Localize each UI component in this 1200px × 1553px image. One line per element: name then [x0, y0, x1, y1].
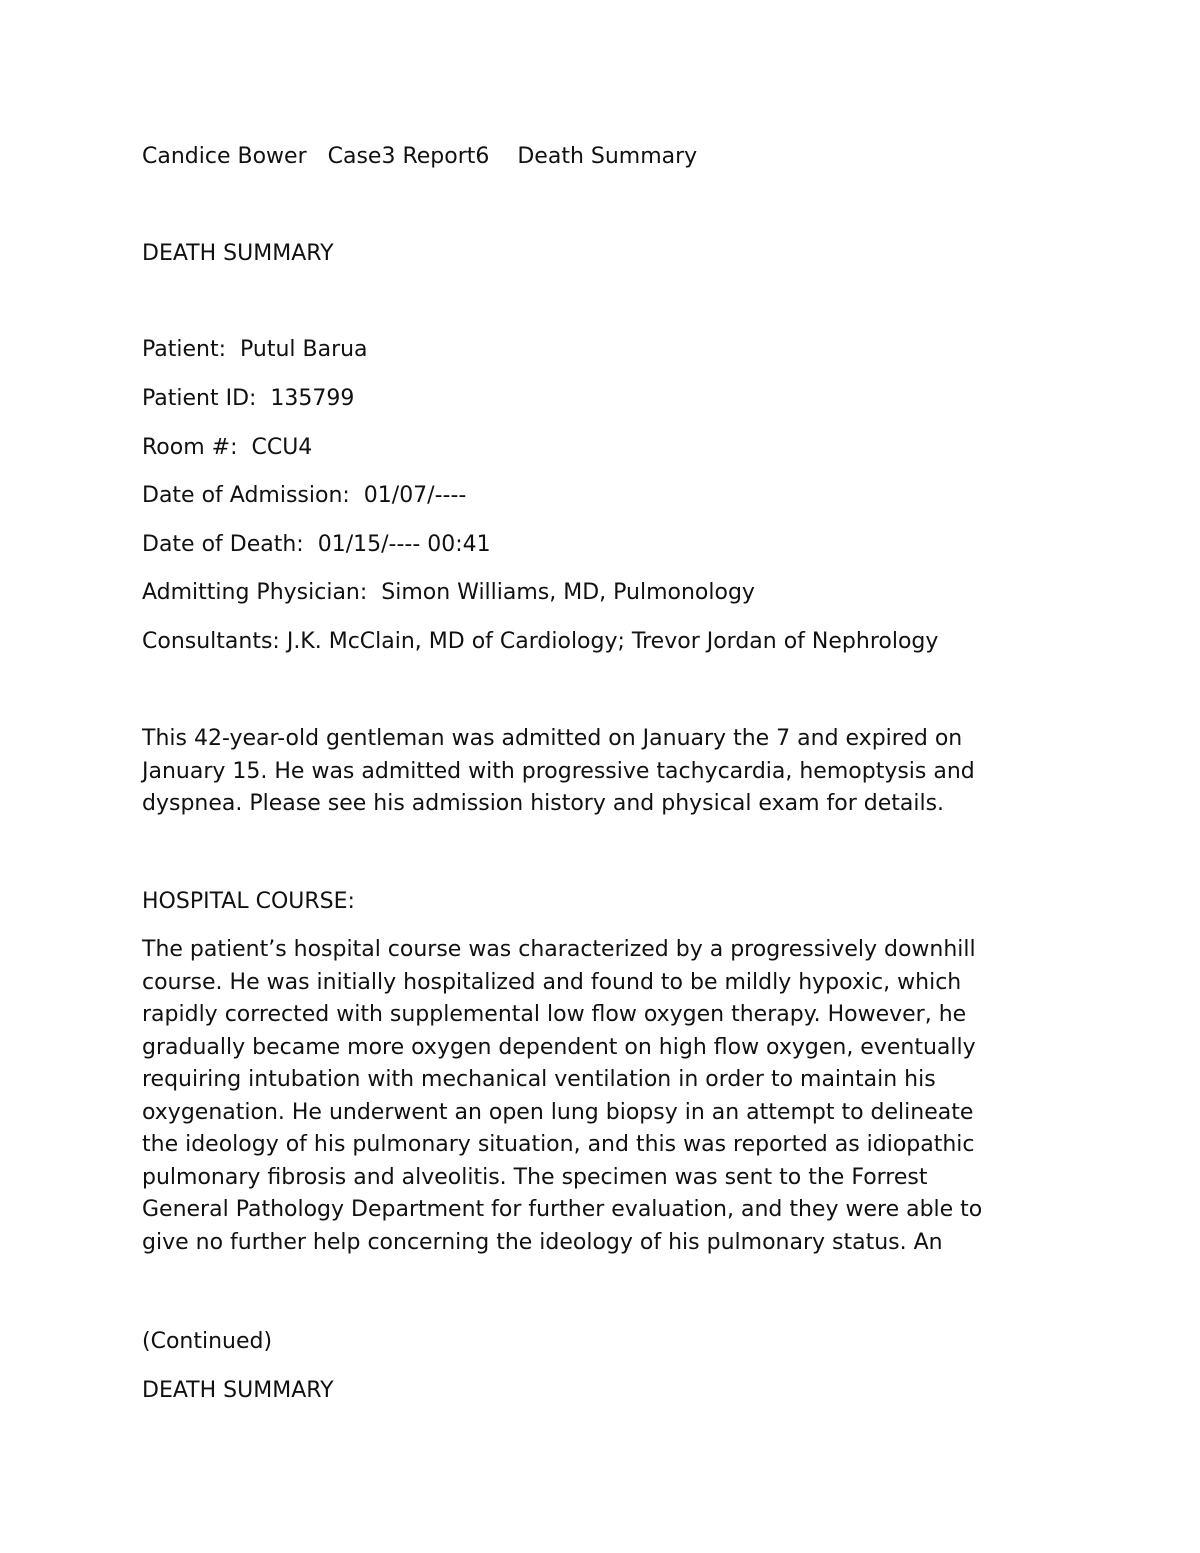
header-author: Candice Bower [142, 144, 307, 169]
course-line: course. He was initially hospitalized and found to be mildly hypoxic, which [142, 969, 962, 995]
summary-paragraph [142, 723, 1072, 821]
course-line: the ideology of his pulmonary situation, and this was reported as idiopathic [142, 1132, 975, 1157]
hospital-course-heading: HOSPITAL COURSE: [142, 889, 355, 914]
course-line: General Pathology Department for further evaluation, and they were able to [142, 1197, 983, 1222]
course-line: gradually became more oxygen dependent on high flow oxygen, eventually [142, 1034, 976, 1060]
summary-line: dyspnea. Please see his admission history and physical exam for details. [142, 791, 945, 816]
course-line: rapidly corrected with supplemental low flow oxygen therapy. However, he [142, 1002, 967, 1027]
field-admitting-physician: Admitting Physician: Simon Williams, MD, Pulmonology [142, 580, 755, 605]
field-patient: Patient: Putul Barua [142, 337, 368, 362]
course-line: pulmonary fibrosis and alveolitis. The specimen was sent to the Forrest [142, 1164, 928, 1190]
header-doc-type: Death Summary [517, 144, 698, 169]
field-patient-id: Patient ID: 135799 [142, 386, 355, 411]
continued-label: (Continued) [142, 1329, 273, 1354]
summary-line: This 42-year-old gentleman was admitted on January the 7 and expired on [142, 726, 963, 751]
header-case: Case3 Report6 [327, 144, 490, 169]
continued-title: DEATH SUMMARY [142, 1378, 334, 1403]
hospital-course-paragraph [142, 934, 1072, 1259]
course-line: requiring intubation with mechanical ventilation in order to maintain his [142, 1067, 936, 1092]
summary-line: January 15. He was admitted with progressive tachycardia, hemoptysis and [142, 758, 975, 784]
course-line: oxygenation. He underwent an open lung biopsy in an attempt to delineate [142, 1099, 974, 1125]
running-header [142, 141, 697, 173]
field-admission-date: Date of Admission: 01/07/---- [142, 483, 467, 508]
field-death-date: Date of Death: 01/15/---- 00:41 [142, 532, 491, 557]
field-consultants: Consultants: J.K. McClain, MD of Cardiology; Trevor Jordan of Nephrology [142, 629, 939, 654]
field-room: Room #: CCU4 [142, 435, 313, 460]
document-title: DEATH SUMMARY [142, 241, 334, 266]
course-line: give no further help concerning the ideology of his pulmonary status. An [142, 1229, 943, 1255]
course-line: The patient’s hospital course was characterized by a progressively downhill [142, 937, 976, 962]
